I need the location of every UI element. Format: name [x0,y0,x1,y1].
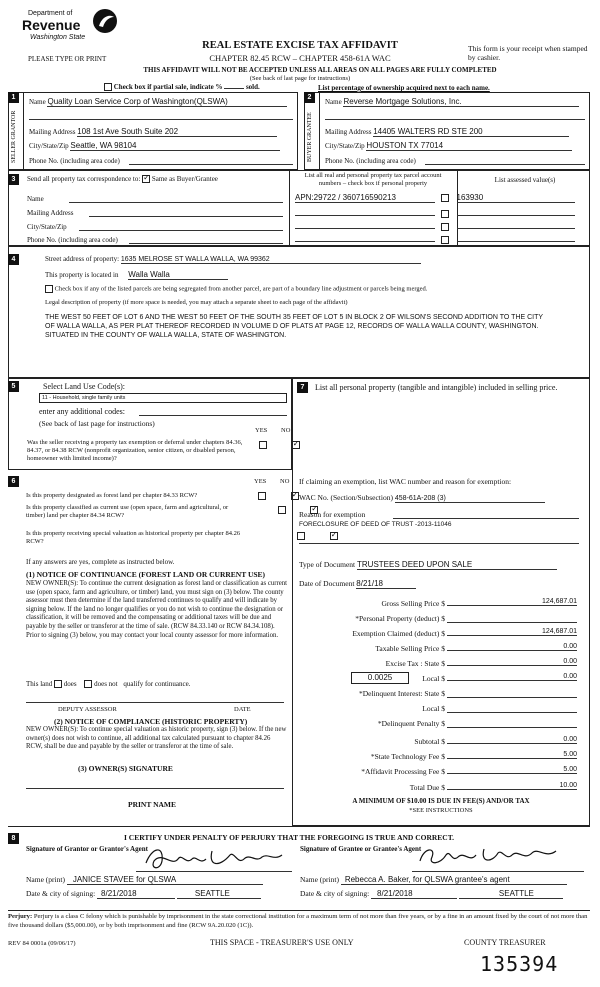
section-6-designation [8,472,292,822]
additional-codes-label: enter any additional codes: [39,407,125,416]
tax-row-11-value[interactable]: 5.00 [447,766,577,774]
current-use-question: Is this property classified as current use (open space, farm and agricultural, or timber) land per chapter 84.34 RCW? [26,504,229,519]
tax-row-11-label: *Affidavit Processing Fee $ [361,767,445,776]
perjury-label: Perjury: [8,913,33,920]
s5-yes-header: YES [255,427,268,434]
land-use-label: Select Land Use Code(s): [43,382,125,391]
qualify-label: qualify for continuance. [123,680,191,688]
grantor-signature[interactable] [138,841,288,873]
grantor-name-value[interactable]: JANICE STAVEE for QLSWA [67,875,263,885]
section-3-correspondence [8,170,590,246]
if-any-yes-text: If any answers are yes, complete as instructed below. [26,558,175,566]
seller-name-row [29,97,295,107]
section-3-number: 3 [8,174,19,185]
section-4-number: 4 [8,254,19,265]
street-row [45,255,421,264]
corr-city-label: City/State/Zip [27,223,67,231]
ownership-pct-text: List percentage of ownership acquired next to each name. [318,84,490,92]
section-2-buyer [304,92,590,170]
tax-row-6 [293,687,589,701]
section-4-property [8,246,590,378]
tax-row-9-label: Subtotal $ [414,737,445,746]
revenue-logo [8,8,118,46]
tax-row-8 [293,717,589,731]
forest-yes-checkbox[interactable] [258,492,266,500]
tax-row-10 [293,750,589,764]
legal-description[interactable]: THE WEST 50 FEET OF LOT 6 AND THE WEST 50 FEET OF THE SOUTH 35 FEET OF LOT 5 IN BLOCK 2 OF WILSON'S SECOND ADDITION TO THE CITY OF WALLA WALLA, AS PER PLAT THEREOF RECORDED IN VOLUME D OF PLATS AT PAGE 12, RECORDS OF WALLA WALLA COUNTY, WASHINGTON. SITUATED IN THE COUNTY OF WALLA WALLA, STATE OF WASHINGTON. [45,314,543,339]
parcel-personal-checkbox-4[interactable] [441,236,449,244]
buyer-mailing-row [325,127,587,137]
s6-yes-header: YES [254,478,267,485]
doc-date-row [299,579,416,589]
seller-mailing-label: Mailing Address [29,128,76,136]
deputy-date-label: DATE [234,706,251,713]
tax-row-5-value[interactable]: 0.00 [447,673,577,681]
tax-row-2 [293,627,589,641]
notice-continuance-title: (1) NOTICE OF CONTINUANCE (FOREST LAND OR CURRENT USE) [26,570,266,579]
tax-row-5-label: Local $ [422,674,445,683]
this-land-label: This land [26,680,53,688]
segregated-row [45,285,585,293]
buyer-mailing-label: Mailing Address [325,128,372,136]
buyer-name-row [325,97,587,107]
deputy-assessor-label: DEPUTY ASSESSOR [58,706,117,713]
s6-no-header: NO [280,478,290,485]
assessed-header: List assessed value(s) [494,176,556,184]
form-number: REV 84 0001a (09/06/17) [8,940,76,947]
grantor-sig-label: Signature of Grantor or Grantor's Agent [26,845,148,853]
warning-text: THIS AFFIDAVIT WILL NOT BE ACCEPTED UNLESS ALL AREAS ON ALL PAGES ARE FULLY COMPLETED [143,66,497,74]
grantor-date-value[interactable]: 8/21/2018 [97,889,175,899]
tax-row-7 [293,702,589,716]
doc-type-row [299,560,557,570]
tax-row-2-value[interactable]: 124,687.01 [447,628,577,636]
does-not-label: does not [94,680,118,688]
county-treasurer-label: COUNTY TREASURER [464,938,546,947]
reason-value[interactable]: FORECLOSURE OF DEED OF TRUST -2013-11046 [299,521,452,528]
tax-row-8-value[interactable] [447,718,577,728]
corr-name-label: Name [27,195,44,203]
doc-date-value[interactable]: 8/21/18 [356,579,416,589]
tax-row-10-label: *State Technology Fee $ [370,752,445,761]
seller-mailing-value[interactable]: 108 1st Ave South Suite 202 [77,127,277,137]
tax-row-0-label: Gross Selling Price $ [381,599,445,608]
doc-date-label: Date of Document [299,579,355,588]
forest-question: Is this property designated as forest land per chapter 84.33 RCW? [26,492,198,499]
parcel-personal-checkbox-3[interactable] [441,223,449,231]
logo-revenue-text: Revenue [22,17,81,33]
section5-see-back: (See back of last page for instructions) [39,419,155,428]
stamp-number: 135394 [480,952,559,976]
tax-row-4 [293,657,589,671]
tax-row-3-value[interactable]: 0.00 [447,643,577,651]
section-7-tax [292,378,590,826]
exemption-yes-checkbox[interactable] [259,441,267,449]
continuance-row [26,680,190,688]
tax-row-12 [293,781,589,795]
tax-row-1 [293,612,589,626]
tax-row-6-label: *Delinquent Interest: State $ [358,689,445,698]
section-2-number: 2 [304,92,315,103]
buyer-name-label: Name [325,98,342,106]
logo-state-text: Washington State [30,34,86,41]
land-use-select[interactable]: 11 - Household, single family units [39,393,287,403]
grantee-sig-label: Signature of Grantee or Grantee's Agent [300,845,422,853]
logo-dept-text: Department of [28,10,73,17]
located-label: This property is located in [45,271,119,279]
receipt-note: This form is your receipt when stamped by cashier. [468,44,588,62]
seller-phone-label: Phone No. (including area code) [29,157,120,165]
tax-row-4-label: Excise Tax : State $ [385,659,445,668]
buyer-city-row [325,141,587,151]
revenue-emblem-icon [92,8,120,34]
reason-label: Reason for exemption [299,510,366,519]
legal-label: Legal description of property (if more space is needed, you may attach a separate sheet to each page of the affidavit) [45,299,348,306]
grantor-name-row [26,875,263,885]
parcel-row-3 [295,220,585,231]
parcel-row-1 [295,193,585,203]
current-use-yes-checkbox[interactable] [278,506,286,514]
does-not-checkbox[interactable] [84,680,92,688]
wac-value[interactable]: 458-61A-208 (3) [395,495,545,503]
tax-row-3-label: Taxable Selling Price $ [375,644,445,653]
tax-row-1-label: *Personal Property (deduct) $ [355,614,445,623]
owner-signature-label: (3) OWNER(S) SIGNATURE [78,764,173,773]
grantor-name-label: Name (print) [26,875,65,884]
segregated-label: Check box if any of the listed parcels are being segregated from another parcel, are part of a boundary line adjustment or parcels being merged. [54,285,428,293]
seller-mailing-row [29,127,295,137]
treasurer-space-label: THIS SPACE - TREASURER'S USE ONLY [210,938,354,947]
grantee-name-value[interactable]: Rebecca A. Baker, for QLSWA grantee's agent [341,875,567,885]
send-to-label: Send all property tax correspondence to: [27,175,141,183]
tax-row-8-label: *Delinquent Penalty $ [377,719,445,728]
tax-row-4-value[interactable]: 0.00 [447,658,577,666]
minimum-due-text: A MINIMUM OF $10.00 IS DUE IN FEE(S) AND/OR TAX [352,797,530,805]
certify-text: I CERTIFY UNDER PENALTY OF PERJURY THAT THE FOREGOING IS TRUE AND CORRECT. [124,833,455,842]
seller-city-label: City/State/Zip [29,142,69,150]
tax-row-2-label: Exemption Claimed (deduct) $ [352,629,445,638]
tax-row-9 [293,735,589,749]
grantee-date-value[interactable]: 8/21/2018 [371,889,457,899]
buyer-city-value[interactable]: HOUSTON TX 77014 [366,141,572,151]
local-rate-value[interactable]: 0.0025 [351,672,409,684]
parcel-header: List all real and personal property tax parcel account numbers – check box if personal property [304,172,442,187]
same-as-buyer-checkbox[interactable] [142,175,150,183]
tax-row-10-value[interactable]: 5.00 [447,751,577,759]
section-1-number: 1 [8,92,19,103]
segregated-checkbox[interactable] [45,285,53,293]
section-5-number: 5 [8,381,19,392]
buyer-phone-label: Phone No. (including area code) [325,157,416,165]
partial-sale-checkbox[interactable] [104,83,112,91]
section-8-number: 8 [8,833,19,844]
buyer-name-value[interactable]: Reverse Mortgage Solutions, Inc. [343,97,579,107]
located-value[interactable]: Walla Walla [128,270,228,280]
parcel-row-4 [295,233,585,244]
same-as-buyer-label: Same as Buyer/Grantee [151,175,218,183]
buyer-side-label: BUYER GRANTEE [307,112,313,162]
wac-row [299,493,545,503]
grantee-date-row [300,889,563,899]
section-5-land-use [8,378,292,470]
grantor-city-value[interactable]: SEATTLE [177,889,261,899]
buyer-city-label: City/State/Zip [325,142,365,150]
section-6-number: 6 [8,476,19,487]
parcel-row-2 [295,207,585,218]
seller-side-label: SELLER GRANTOR [11,110,17,164]
notice-compliance-title: (2) NOTICE OF COMPLIANCE (HISTORIC PROPERTY) [54,717,248,726]
tax-row-5 [293,672,589,686]
grantee-date-label: Date & city of signing: [300,889,370,898]
grantee-signature[interactable] [414,841,564,871]
tax-row-11 [293,765,589,779]
perjury-notice [8,910,590,930]
notice-compliance-text: NEW OWNER(S): To continue special valuation as historic property, sign (3) below. If the new owner(s) does not wish to continue, all additional tax calculated pursuant to chapter 84.26 RCW, shall be due and payable by the seller or transferor at the time of sale. [26,726,287,751]
doc-type-label: Type of Document [299,560,356,569]
perjury-text: Perjury is a class C felony which is punishable by imprisonment in the state correctional institution for a maximum term of not more than five years, or by a fine in an amount fixed by the court of not more than five thousand dollars ($5,000.00), or by both imprisonment and fine (RCW 9A.20.020 (1C)). [8,913,588,929]
please-type-text: PLEASE TYPE OR PRINT [28,55,107,63]
tax-row-6-value[interactable] [447,688,577,698]
buyer-mailing-value[interactable]: 14405 WALTERS RD STE 200 [373,127,569,137]
seller-name-value[interactable]: Quality Loan Service Corp of Washington(QLSWA) [47,97,287,107]
street-label: Street address of property: [45,255,120,263]
parcel-personal-checkbox-2[interactable] [441,210,449,218]
print-name-label: PRINT NAME [128,800,176,809]
s5-no-header: NO [281,427,291,434]
grantee-city-value[interactable]: SEATTLE [459,889,563,899]
seller-city-row [29,141,295,151]
partial-sale-row [104,83,260,91]
exemption-question: Was the seller receiving a property tax exemption or deferral under chapters 84.36, 84.37, or 84.38 RCW (nonprofit organization, senior citizen, or disabled person, homeowner with limited income)? [27,439,243,462]
located-row [45,270,228,280]
partial-sale-label: Check box if partial sale, indicate % [113,83,223,91]
tax-row-9-value[interactable]: 0.00 [447,736,577,744]
tax-row-3 [293,642,589,656]
tax-row-1-value[interactable] [447,613,577,623]
corr-phone-label: Phone No. (including area code) [27,236,118,244]
personal-property-label: List all personal property (tangible and intangible) included in selling price. [315,383,558,392]
historic-question: Is this property receiving special valuation as historical property per chapter 84.26 RCW? [26,530,241,545]
section-1-seller [8,92,298,170]
doc-type-value[interactable]: TRUSTEES DEED UPON SALE [357,560,557,570]
send-to-row [27,175,218,183]
does-checkbox[interactable] [54,680,62,688]
tax-row-0-value[interactable]: 124,687.01 [447,598,577,606]
seller-city-value[interactable]: Seattle, WA 98104 [70,141,280,151]
parcel-value[interactable]: APN:29722 / 360716590213 [295,193,435,203]
notice-continuance-text: NEW OWNER(S): To continue the current designation as forest land or classification as current use (open space, farm and agriculture, or timber) land, you must sign on (3) below. The county assessor must then determine if the land transferred continues to qualify and will indicate by signing below. If the land no longer qualifies or you do not wish to continue the designation or classification, it will be removed and the compensating or additional taxes will be due and payable by the seller or transferor at the time of sale. (RCW 84.33.140 or RCW 84.34.108). Prior to signing (3) below, you may contact your local county assessor for more information. [26,580,288,639]
sold-label: sold. [245,83,260,91]
section-8-certification [8,826,590,904]
parcel-personal-checkbox-1[interactable] [441,194,449,202]
does-label: does [63,680,77,688]
grantor-date-label: Date & city of signing: [26,889,96,898]
tax-row-0 [293,597,589,611]
grantee-name-label: Name (print) [300,875,339,884]
assessed-value[interactable]: 163930 [457,193,575,203]
tax-row-7-value[interactable] [447,703,577,713]
form-chapter: CHAPTER 82.45 RCW – CHAPTER 458-61A WAC [209,53,391,63]
exemption-claim-label: If claiming an exemption, list WAC number and reason for exemption: [299,477,512,486]
grantee-name-row [300,875,567,885]
see-back-text: (See back of last page for instructions) [249,75,351,82]
street-value[interactable]: 1635 MELROSE ST WALLA WALLA, WA 99362 [121,256,421,264]
corr-mailing-label: Mailing Address [27,209,74,217]
wac-label: WAC No. (Section/Subsection) [299,493,393,502]
seller-name-label: Name [29,98,46,106]
form-title: REAL ESTATE EXCISE TAX AFFIDAVIT [202,40,398,51]
grantor-date-row [26,889,261,899]
tax-row-12-label: Total Due $ [409,783,445,792]
tax-row-7-label: Local $ [422,704,445,713]
section-7-number: 7 [297,382,308,393]
tax-row-12-value[interactable]: 10.00 [447,782,577,790]
see-instructions-text: *SEE INSTRUCTIONS [409,807,473,814]
